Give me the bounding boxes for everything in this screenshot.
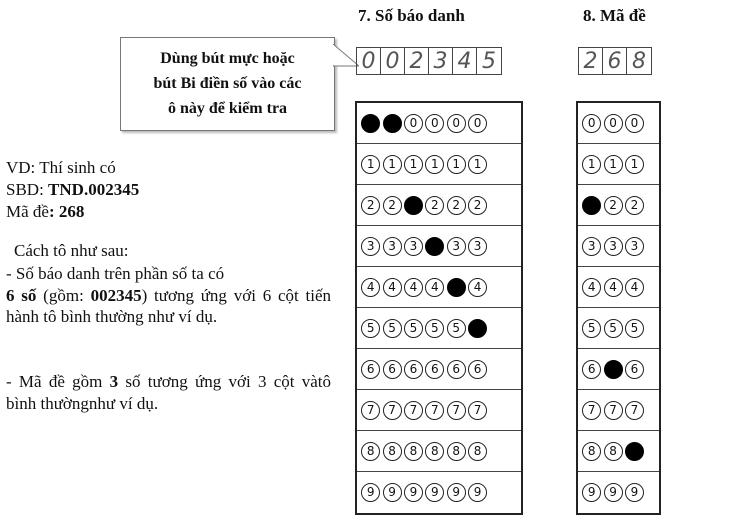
sbd-bubble[interactable]: 8 (383, 442, 402, 461)
made-bubble[interactable]: 6 (625, 360, 644, 379)
sbd-bubble[interactable]: 4 (425, 278, 444, 297)
sbd-bubble-grid (355, 101, 523, 515)
made-bubble[interactable]: 8 (604, 442, 623, 461)
sbd-bubble-row (357, 349, 521, 390)
made-header: 8. Mã đề (583, 6, 646, 25)
sbd-bubble[interactable]: 5 (383, 319, 402, 338)
sbd-bubble[interactable]: 3 (361, 237, 380, 256)
made-bubble-row (578, 103, 659, 144)
sbd-bubble[interactable]: 6 (425, 360, 444, 379)
sbd-bubble[interactable]: 7 (404, 401, 423, 420)
made-bubble[interactable]: 7 (582, 401, 601, 420)
sbd-bubble[interactable]: 6 (404, 360, 423, 379)
made-bubble[interactable]: 4 (604, 278, 623, 297)
sbd-bubble[interactable]: 6 (383, 360, 402, 379)
sbd-bubble[interactable]: 8 (361, 442, 380, 461)
sbd-bubble-row (357, 226, 521, 267)
sbd-bubble[interactable]: 2 (468, 196, 487, 215)
instr-text: ) tương ứng với 6 cột tiến hành tô bình thường như ví dụ. (6, 285, 332, 326)
sbd-bubble[interactable]: 8 (468, 442, 487, 461)
made-bubble-row (578, 226, 659, 267)
sbd-bubble-filled[interactable] (447, 278, 466, 297)
sbd-bubble[interactable]: 5 (447, 319, 466, 338)
made-bubble-filled[interactable] (582, 196, 601, 215)
sbd-bubble[interactable]: 7 (468, 401, 487, 420)
sbd-bubble[interactable]: 5 (404, 319, 423, 338)
example-made (6, 201, 84, 222)
sbd-bubble[interactable]: 3 (468, 237, 487, 256)
callout-line: ô này để kiểm tra (167, 100, 288, 117)
sbd-header: 7. Số báo danh (358, 6, 465, 25)
sbd-bubble[interactable]: 3 (447, 237, 466, 256)
sbd-bubble[interactable]: 4 (361, 278, 380, 297)
made-bubble[interactable]: 8 (582, 442, 601, 461)
made-bubble-row (578, 267, 659, 308)
sbd-bubble[interactable]: 9 (361, 483, 380, 502)
made-bubble[interactable]: 4 (625, 278, 644, 297)
sbd-bubble-row (357, 267, 521, 308)
made-bubble[interactable]: 7 (604, 401, 623, 420)
made-bubble-row (578, 349, 659, 390)
made-bubble[interactable]: 1 (625, 155, 644, 174)
made-bubble[interactable]: 7 (625, 401, 644, 420)
instr-text: (gồm: (36, 285, 91, 305)
example-sbd (6, 179, 139, 200)
made-bubble[interactable]: 2 (625, 196, 644, 215)
sbd-bubble[interactable]: 3 (404, 237, 423, 256)
sbd-bubble[interactable]: 0 (447, 114, 466, 133)
sbd-written-digit[interactable]: 2 (405, 48, 429, 74)
sbd-written-digit[interactable]: 3 (429, 48, 453, 74)
sbd-written-digit[interactable]: 0 (357, 48, 381, 74)
sbd-bubble[interactable]: 5 (425, 319, 444, 338)
instr-text: số tương ứng với 3 cột vàtô bình thườngnhư ví dụ. (6, 372, 332, 413)
sbd-bubble[interactable]: 4 (468, 278, 487, 297)
instructions-paragraph-sbd (6, 263, 331, 328)
sbd-bubble[interactable]: 1 (404, 155, 423, 174)
sbd-written-boxes[interactable] (356, 47, 502, 75)
sbd-bubble-row (357, 144, 521, 185)
made-written-digit[interactable]: 6 (603, 48, 627, 74)
sbd-bubble[interactable]: 2 (383, 196, 402, 215)
made-bubble[interactable]: 9 (625, 483, 644, 502)
sbd-bubble[interactable]: 8 (447, 442, 466, 461)
example-made-label: Mã đề (6, 202, 49, 221)
made-bubble-row (578, 472, 659, 513)
sbd-bubble-filled[interactable] (468, 319, 487, 338)
callout-line: Dùng bút mực hoặc (160, 50, 295, 67)
sbd-bubble[interactable]: 6 (361, 360, 380, 379)
sbd-bubble[interactable]: 1 (383, 155, 402, 174)
made-bubble[interactable]: 1 (604, 155, 623, 174)
instr-bold: 6 số (6, 285, 37, 305)
made-bubble-row (578, 431, 659, 472)
sbd-written-digit[interactable]: 5 (482, 49, 496, 74)
sbd-bubble[interactable]: 7 (361, 401, 380, 420)
callout-line: bút Bi điền số vào các (153, 75, 302, 92)
sbd-written-digit[interactable]: 0 (381, 48, 405, 74)
instr-text: - Mã đề gồm (6, 372, 110, 391)
instructions-intro: Cách tô như sau: (14, 241, 129, 260)
sbd-bubble[interactable]: 1 (425, 155, 444, 174)
sbd-bubble[interactable]: 7 (383, 401, 402, 420)
made-written-boxes[interactable] (578, 47, 652, 75)
instr-text: - Số báo danh trên phần số ta có (6, 264, 225, 283)
made-bubble[interactable]: 4 (582, 278, 601, 297)
sbd-bubble[interactable]: 7 (425, 401, 444, 420)
made-bubble[interactable]: 0 (582, 114, 601, 133)
instr-bold: 3 (109, 372, 119, 391)
sbd-bubble[interactable]: 9 (404, 483, 423, 502)
made-written-digit[interactable]: 8 (632, 49, 646, 74)
made-bubble-row (578, 185, 659, 226)
made-bubble[interactable]: 2 (604, 196, 623, 215)
example-sbd-label: SBD: (6, 180, 49, 199)
sbd-bubble-filled[interactable] (404, 196, 423, 215)
made-bubble-row (578, 308, 659, 349)
made-bubble[interactable]: 5 (582, 319, 601, 338)
sbd-bubble-row (357, 308, 521, 349)
sbd-bubble[interactable]: 0 (468, 114, 487, 133)
sbd-bubble[interactable]: 4 (383, 278, 402, 297)
sbd-bubble-row (357, 431, 521, 472)
sbd-bubble[interactable]: 5 (361, 319, 380, 338)
made-bubble[interactable]: 5 (604, 319, 623, 338)
example-made-value: : 268 (48, 202, 85, 221)
sbd-bubble-row (357, 103, 521, 144)
made-bubble-filled[interactable] (604, 360, 623, 379)
sbd-bubble[interactable]: 2 (447, 196, 466, 215)
example-sbd-value: TND.002345 (48, 180, 140, 199)
made-bubble[interactable]: 3 (604, 237, 623, 256)
sbd-bubble[interactable]: 1 (447, 155, 466, 174)
made-bubble-filled[interactable] (625, 442, 644, 461)
sbd-bubble[interactable]: 0 (425, 114, 444, 133)
sbd-bubble-row (357, 185, 521, 226)
sbd-bubble[interactable]: 7 (447, 401, 466, 420)
made-bubble[interactable]: 9 (604, 483, 623, 502)
sbd-bubble[interactable]: 2 (361, 196, 380, 215)
sbd-bubble[interactable]: 1 (361, 155, 380, 174)
made-bubble-grid (576, 101, 661, 515)
sbd-bubble[interactable]: 2 (425, 196, 444, 215)
made-bubble-row (578, 144, 659, 185)
sbd-bubble[interactable]: 9 (447, 483, 466, 502)
sbd-bubble[interactable]: 9 (468, 483, 487, 502)
sbd-bubble[interactable]: 8 (404, 442, 423, 461)
sbd-bubble[interactable]: 6 (447, 360, 466, 379)
sbd-bubble[interactable]: 6 (468, 360, 487, 379)
made-bubble[interactable]: 9 (582, 483, 601, 502)
instr-bold: 002345 (90, 285, 142, 305)
sbd-bubble[interactable]: 9 (425, 483, 444, 502)
made-bubble[interactable]: 5 (625, 319, 644, 338)
sbd-bubble-filled[interactable] (425, 237, 444, 256)
made-bubble[interactable]: 3 (625, 237, 644, 256)
made-bubble-row (578, 390, 659, 431)
sbd-bubble[interactable]: 9 (383, 483, 402, 502)
made-bubble[interactable]: 0 (604, 114, 623, 133)
sbd-bubble-row (357, 390, 521, 431)
sbd-bubble[interactable]: 3 (383, 237, 402, 256)
made-bubble[interactable]: 6 (582, 360, 601, 379)
made-bubble[interactable]: 0 (625, 114, 644, 133)
sbd-bubble[interactable]: 0 (404, 114, 423, 133)
example-line: VD: Thí sinh có (6, 158, 116, 177)
sbd-written-digit[interactable]: 4 (453, 48, 477, 74)
instruction-callout (120, 37, 335, 131)
instructions-paragraph-made (6, 371, 331, 414)
sbd-bubble[interactable]: 8 (425, 442, 444, 461)
sbd-bubble[interactable]: 4 (404, 278, 423, 297)
sbd-bubble-filled[interactable] (361, 114, 380, 133)
sbd-bubble-row (357, 472, 521, 513)
made-bubble[interactable]: 1 (582, 155, 601, 174)
sbd-bubble-filled[interactable] (383, 114, 402, 133)
sbd-bubble[interactable]: 1 (468, 155, 487, 174)
made-bubble[interactable]: 3 (582, 237, 601, 256)
made-written-digit[interactable]: 2 (579, 48, 603, 74)
